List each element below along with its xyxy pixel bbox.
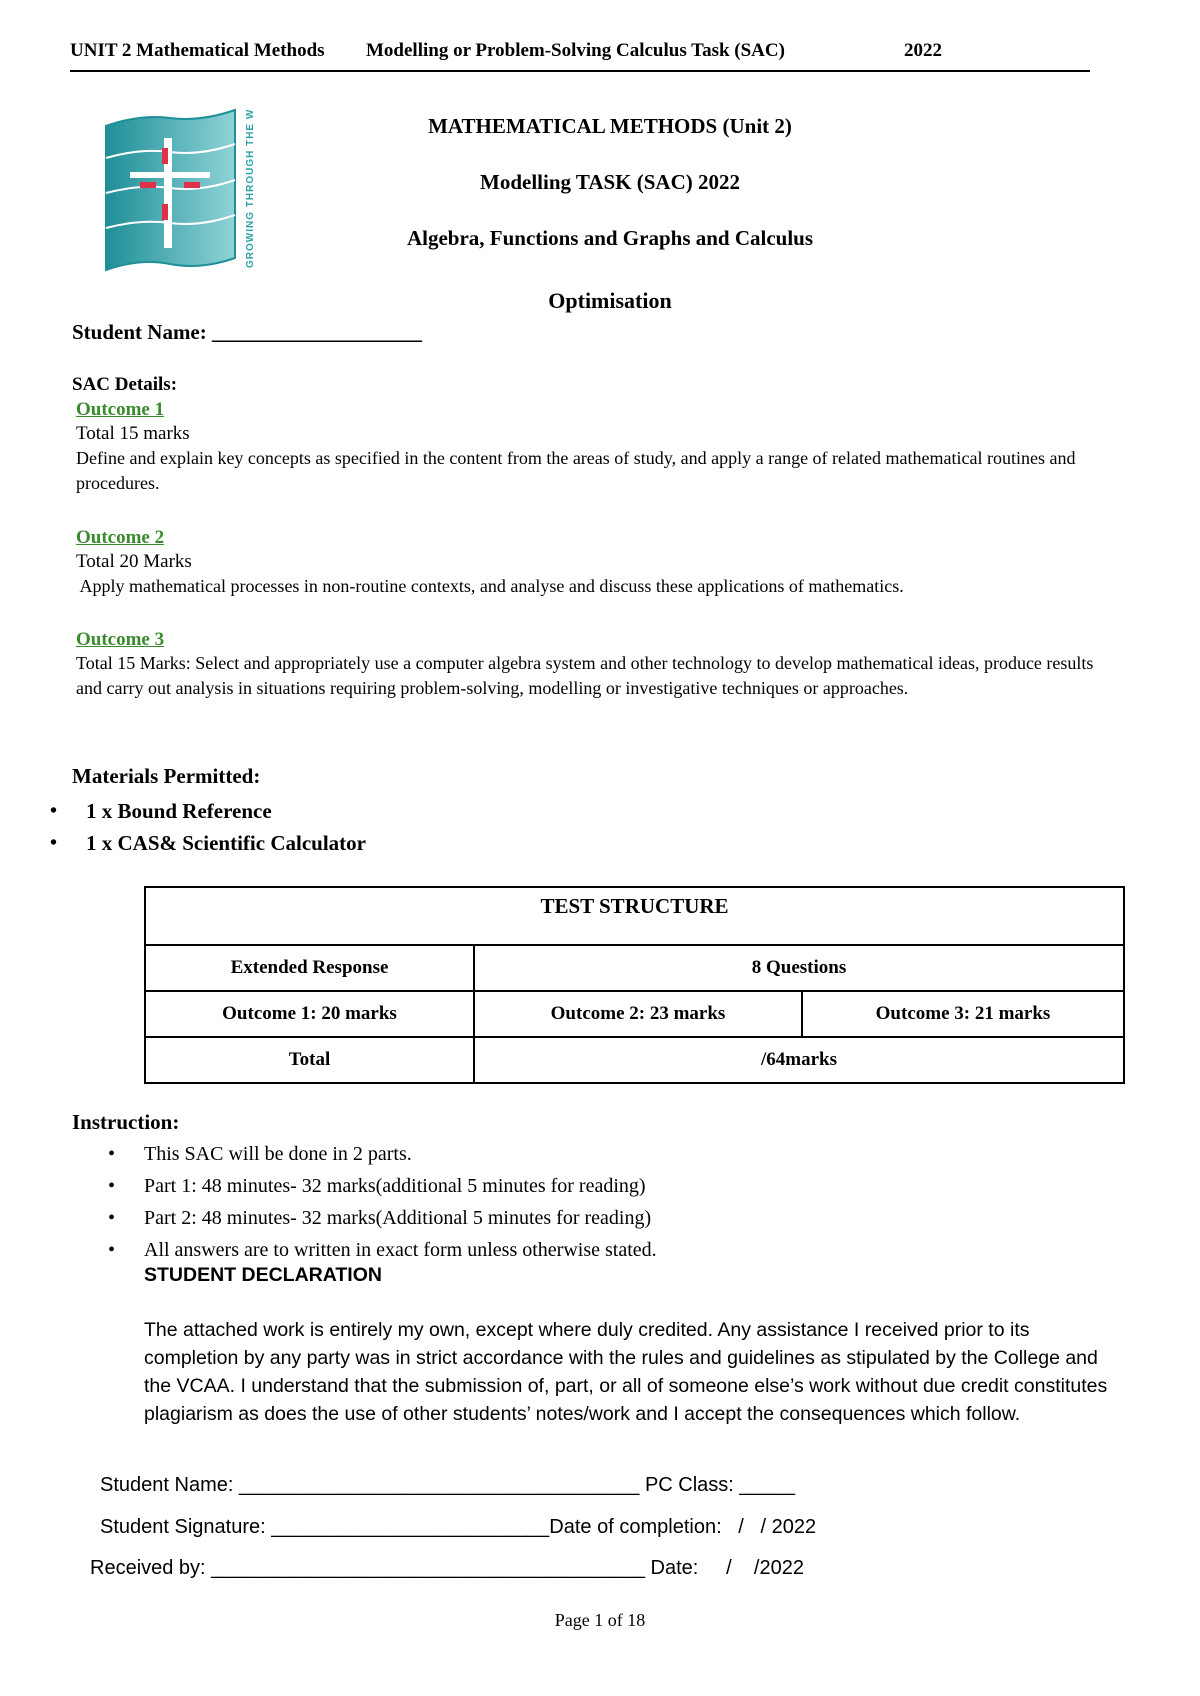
instruction-item: • Part 1: 48 minutes- 32 marks(additional 5 minutes for reading) [108,1170,657,1202]
materials-item: • 1 x CAS& Scientific Calculator [50,827,366,859]
title-subject: MATHEMATICAL METHODS (Unit 2) [428,114,792,138]
outcome-1-marks: Outcome 1: 20 marks [145,991,474,1037]
outcome-3-block [76,629,1096,701]
title-optimisation: Optimisation [548,288,672,313]
instruction-item: • Part 2: 48 minutes- 32 marks(Additional 5 minutes for reading) [108,1202,657,1234]
signature-received-by: Received by: _______________________________________ Date: / /2022 [90,1557,804,1579]
header-task: Modelling or Problem-Solving Calculus Task (SAC) [366,40,785,61]
materials-item: • 1 x Bound Reference [50,795,366,827]
header-unit: UNIT 2 Mathematical Methods [70,40,325,61]
outcome-3-title: Outcome 3 [76,629,165,650]
outcome-2-title: Outcome 2 [76,527,165,548]
outcome-1-desc: Define and explain key concepts as specified in the content from the areas of study, and apply a range of related mathematical routines and procedures. [76,448,1076,493]
logo-motto: GROWING THROUGH THE WORD [245,108,256,268]
questions-count: 8 Questions [474,945,1124,991]
outcome-1-total: Total 15 marks [76,423,190,444]
instruction-item: • This SAC will be done in 2 parts. [108,1138,657,1170]
page-header [70,40,1090,72]
declaration-heading: STUDENT DECLARATION [144,1264,382,1286]
instruction-item: • All answers are to written in exact form unless otherwise stated. [108,1234,657,1266]
outcome-3-marks: Outcome 3: 21 marks [802,991,1124,1037]
title-topics: Algebra, Functions and Graphs and Calculus [406,226,814,250]
outcome-2-desc: Apply mathematical processes in non-routine contexts, and analyse and discuss these applications of mathematics. [76,576,904,596]
instruction-list [108,1138,657,1266]
outcome-1-block [76,399,1116,496]
student-name-line: Student Name: ____________________ [72,320,422,344]
outcome-3-total: Total 15 Marks: Select and appropriately use a computer algebra system and other technology to develop mathematical ideas, produce results and carry out analysis in situations requiring problem-solving, modelling or investigative techniques or approaches. [76,653,1094,698]
test-structure-title: TEST STRUCTURE [145,887,1124,945]
outcome-2-marks: Outcome 2: 23 marks [474,991,802,1037]
school-logo-graphic [100,108,270,278]
outcome-1-title: Outcome 1 [76,399,165,420]
school-logo [100,108,270,278]
signature-student-signature: Student Signature: _________________________Date of completion: / / 2022 [100,1516,817,1538]
instruction-heading: Instruction: [72,1110,180,1134]
declaration-text: The attached work is entirely my own, except where duly credited. Any assistance I received prior to its completion by any party was in strict accordance with the rules and guidelines as stipulated by the College and the VCAA. I understand that the submission of, part, or all of someone else’s work without due credit constitutes plagiarism as does the use of other students’ notes/work and I accept the consequences which follow. [144,1319,1108,1425]
signature-student-name: Student Name: ____________________________________ PC Class: _____ [100,1474,796,1496]
total-marks: /64marks [474,1037,1124,1083]
test-structure-table [144,886,1125,1084]
materials-heading: Materials Permitted: [72,764,261,788]
page-number: Page 1 of 18 [554,1610,646,1630]
materials-list [50,795,366,859]
total-label: Total [145,1037,474,1083]
outcome-2-block [76,527,1116,599]
sac-details-heading: SAC Details: [72,374,178,395]
header-year: 2022 [904,40,942,61]
title-task: Modelling TASK (SAC) 2022 [480,170,740,194]
extended-response-label: Extended Response [145,945,474,991]
outcome-2-total: Total 20 Marks [76,551,192,572]
